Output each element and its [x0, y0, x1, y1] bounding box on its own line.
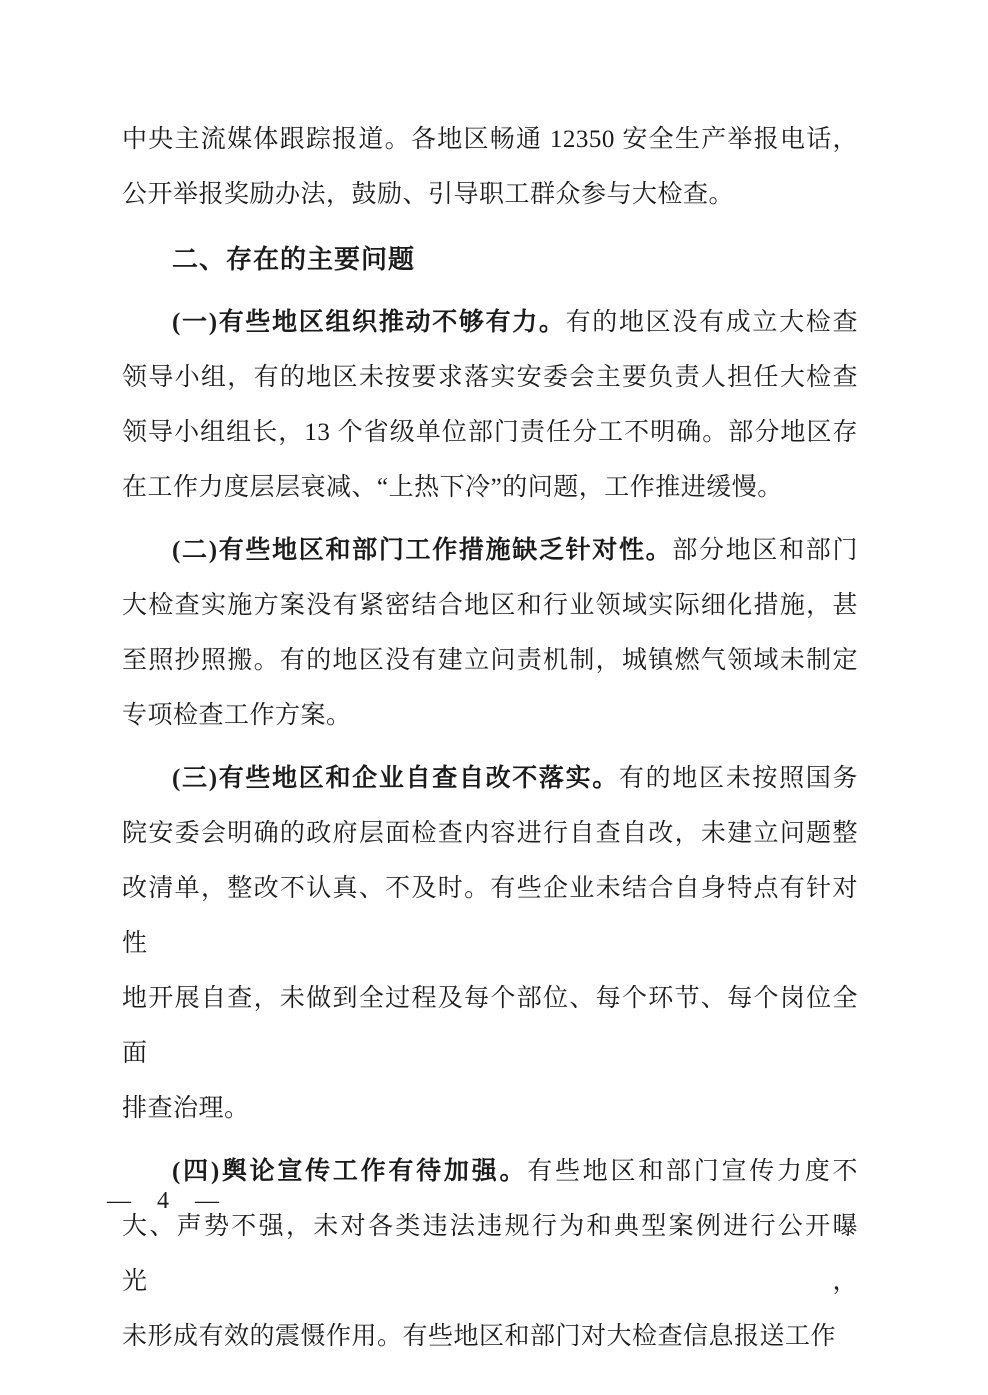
text-segment: 领导小组，有的地区未按要求落实安委会主要负责人担任大检查 — [122, 364, 858, 391]
text-segment: 大检查实施方案没有紧密结合地区和行业领域实际细化措施，甚 — [122, 592, 858, 619]
text-segment: 地开展自查，未做到全过程及每个部位、每个环节、每个岗位全面 — [122, 985, 858, 1067]
page-number: — 4 — — [107, 1188, 222, 1214]
text-line — [122, 1199, 858, 1309]
text-segment: 至照抄照搬。有的地区没有建立问责机制，城镇燃气领域未制定 — [122, 647, 858, 674]
paragraph-lead-text: (三)有些地区和企业自查自改不落实。 — [172, 765, 619, 792]
text-line — [122, 578, 858, 633]
paragraph-lead-text: 二、存在的主要问题 — [172, 244, 416, 274]
document-text — [122, 112, 858, 1364]
text-line — [122, 405, 858, 460]
text-line — [122, 1144, 858, 1199]
text-segment: 部分地区和部门 — [672, 537, 858, 564]
text-segment: 有的地区未按照国务 — [619, 765, 858, 792]
text-line — [122, 688, 858, 743]
text-segment: 院安委会明确的政府层面检查内容进行自查自改，未建立问题整 — [122, 820, 858, 847]
text-segment: 专项检查工作方案。 — [122, 702, 352, 729]
text-line — [122, 167, 858, 222]
text-segment: 排查治理。 — [122, 1095, 250, 1122]
text-segment: 未形成有效的震慑作用。有些地区和部门对大检查信息报送工作 — [122, 1323, 837, 1350]
text-line — [122, 112, 858, 167]
text-line — [122, 633, 858, 688]
section-heading — [122, 232, 858, 287]
text-segment: 有的地区没有成立大检查 — [565, 309, 858, 336]
text-line — [122, 861, 858, 971]
paragraph-lead-text: (二)有些地区和部门工作措施缺乏针对性。 — [172, 537, 673, 564]
text-line — [122, 971, 858, 1081]
text-line — [122, 295, 858, 350]
paragraph-lead-text: (四)舆论宣传工作有待加强。 — [172, 1158, 528, 1185]
text-line — [122, 460, 858, 515]
text-segment: 在工作力度层层衰减、“上热下冷”的问题，工作推进缓慢。 — [122, 474, 783, 501]
text-segment: 改清单，整改不认真、不及时。有些企业未结合自身特点有针对性 — [122, 875, 858, 957]
text-segment: 中央主流媒体跟踪报道。各地区畅通 12350 安全生产举报电话， — [122, 126, 858, 153]
text-segment: 领导小组组长，13 个省级单位部门责任分工不明确。部分地区存 — [122, 419, 858, 446]
text-segment: 公开举报奖励办法，鼓励、引导职工群众参与大检查。 — [122, 181, 735, 208]
text-segment: 大、声势不强，未对各类违法违规行为和典型案例进行公开曝光， — [122, 1213, 858, 1295]
text-segment: 有些地区和部门宣传力度不 — [527, 1158, 858, 1185]
text-line — [122, 1081, 858, 1136]
paragraph-lead-text: (一)有些地区组织推动不够有力。 — [172, 309, 566, 336]
text-line — [122, 523, 858, 578]
text-line — [122, 751, 858, 806]
text-line — [122, 1309, 858, 1364]
text-line — [122, 350, 858, 405]
text-line — [122, 806, 858, 861]
